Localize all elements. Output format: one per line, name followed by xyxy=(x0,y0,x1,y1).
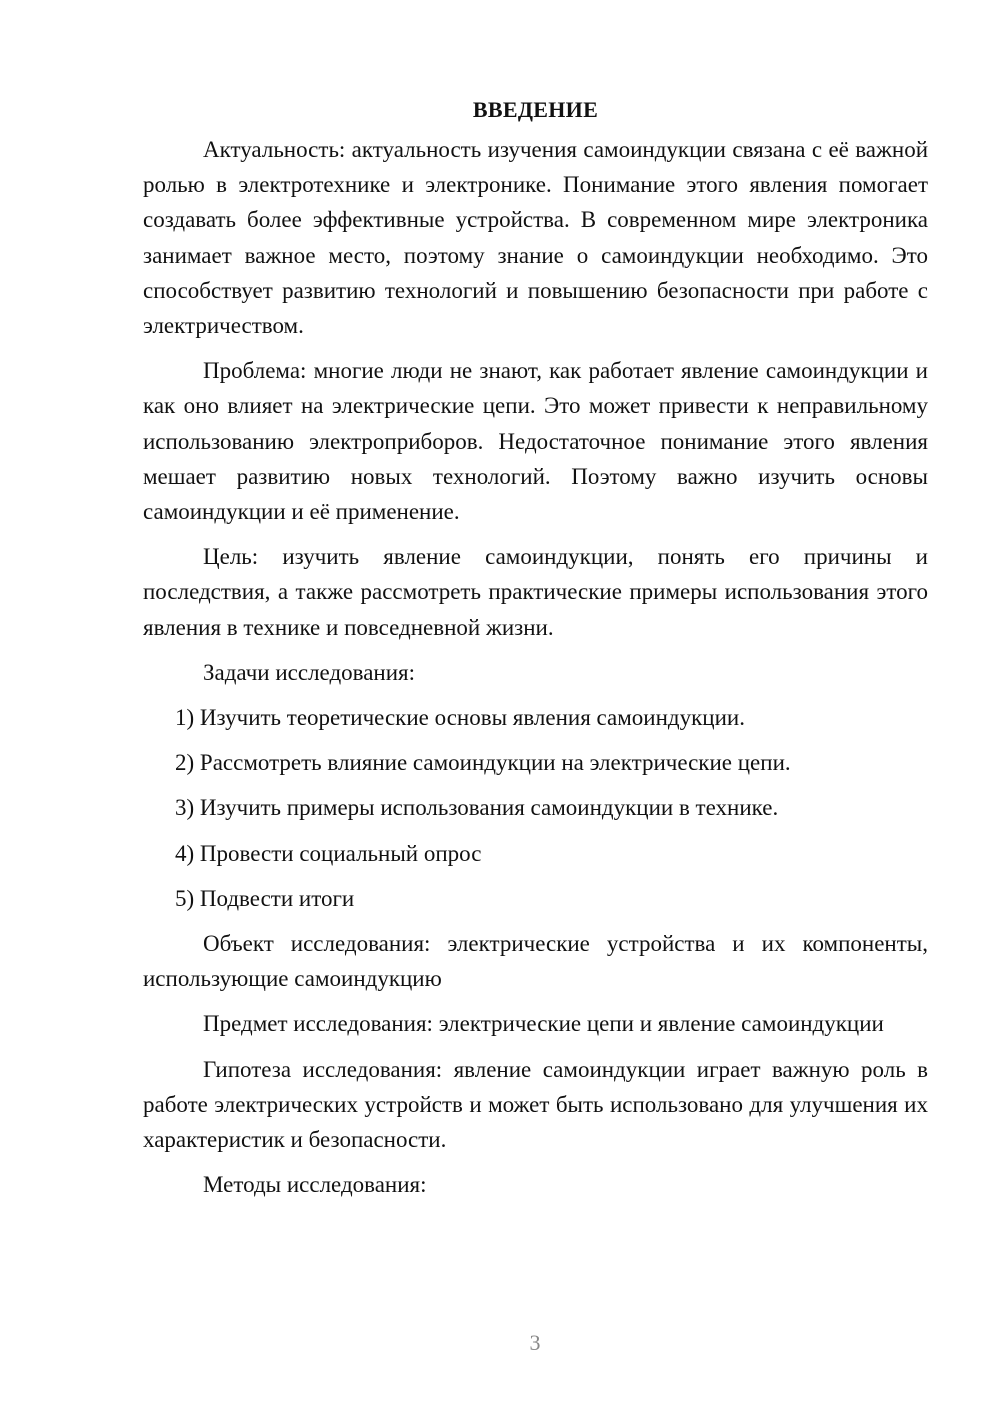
paragraph-hypothesis: Гипотеза исследования: явление самоиндукции играет важную роль в работе электрических устройств и может быть использовано для улучшения их характеристик и безопасности. xyxy=(143,1056,928,1153)
tasks-heading: Задачи исследования: xyxy=(203,659,416,685)
page-number: 3 xyxy=(529,1330,541,1355)
methods-heading: Методы исследования: xyxy=(203,1172,427,1198)
paragraph-goal: Цель: изучить явление самоиндукции, понять его причины и последствия, а также рассмотреть практические примеры использования этого явления в технике и повседневной жизни. xyxy=(143,544,928,640)
list-item: 2) Рассмотреть влияние самоиндукции на электрические цепи. xyxy=(175,750,791,776)
document-page xyxy=(143,92,928,1212)
paragraph-relevance: Актуальность: актуальность изучения самоиндукции связана с её важной ролью в электротехнике и электронике. Понимание этого явления помогает создавать более эффективные устройства. В современном мире электроника занимает важное место, поэтому знание о самоиндукции необходимо. Это способствует развитию технологий и повышению безопасности при работе с электричеством. xyxy=(143,137,928,339)
list-item: 5) Подвести итоги xyxy=(175,885,355,911)
list-item: 4) Провести социальный опрос xyxy=(175,840,482,866)
list-item: 3) Изучить примеры использования самоиндукции в технике. xyxy=(175,795,779,821)
paragraph-subject: Предмет исследования: электрические цепи и явление самоиндукции xyxy=(203,1011,884,1037)
tasks-list xyxy=(143,700,928,916)
list-item: 1) Изучить теоретические основы явления самоиндукции. xyxy=(175,705,745,731)
paragraph-object: Объект исследования: электрические устройства и их компоненты, использующие самоиндукцию xyxy=(143,931,928,992)
section-title: ВВЕДЕНИЕ xyxy=(472,97,599,122)
paragraph-problem: Проблема: многие люди не знают, как работает явление самоиндукции и как оно влияет на электрические цепи. Это может привести к неправильному использованию электроприборов. Недостаточное понимание этого явления мешает развитию новых технологий. Поэтому важно изучить основы самоиндукции и её применение. xyxy=(143,358,928,525)
